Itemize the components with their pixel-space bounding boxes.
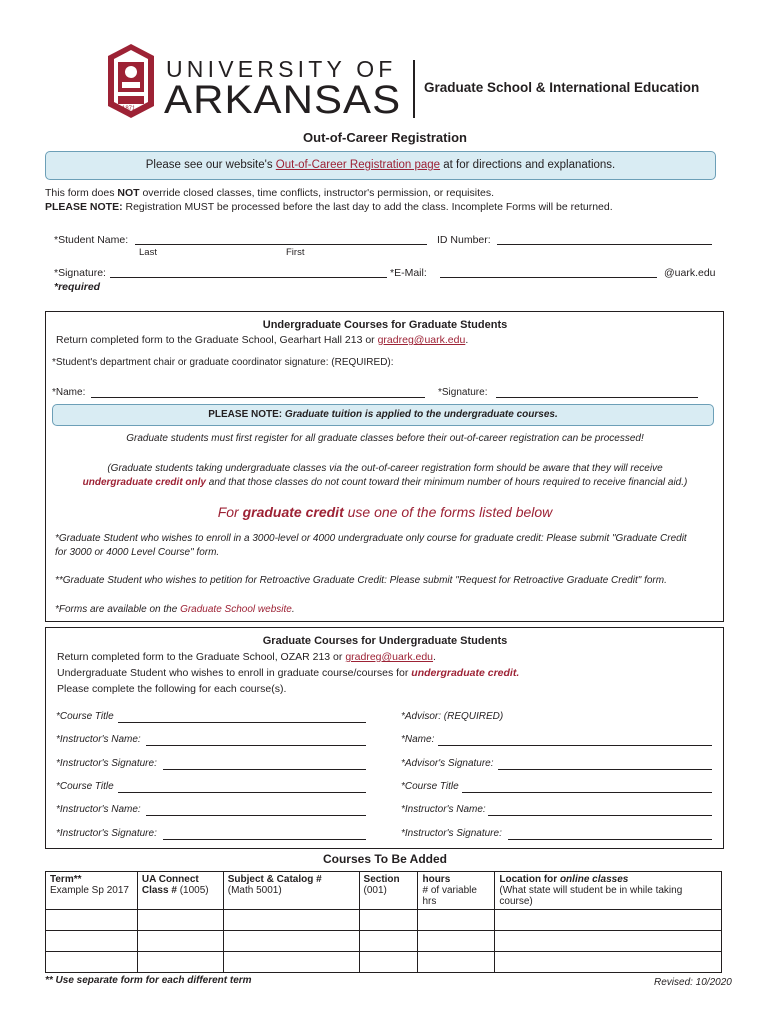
gradreg-email-link-2[interactable]: gradreg@uark.edu: [345, 651, 434, 663]
separate-form-note: ** Use separate form for each different term: [45, 975, 252, 986]
seal-year: 1871: [122, 106, 136, 112]
grad-enroll-line: Undergraduate Student who wishes to enroll in graduate course/courses for undergraduate credit.: [57, 667, 520, 679]
instructor-name-field-1[interactable]: [146, 734, 366, 746]
advisor-signature-field[interactable]: [498, 758, 712, 770]
university-name-line1: UNIVERSITY OF: [166, 56, 397, 82]
table-row: [46, 952, 722, 973]
grad-left-label-3: *Instructor's Signature:: [56, 758, 157, 769]
table-row: [46, 910, 722, 931]
grad-left-label-5: *Instructor's Name:: [56, 804, 141, 815]
banner-text-end: at for directions and explanations.: [440, 159, 616, 171]
notice-line2: PLEASE NOTE: Registration MUST be processed before the last day to add the class. Incomplete Forms will be returned.: [45, 201, 613, 213]
email-suffix: @uark.edu: [664, 267, 716, 279]
banner-text: Please see our website's: [145, 159, 276, 171]
instructor-name-field-3[interactable]: [488, 804, 712, 816]
undergrad-credit-warning-1: (Graduate students taking undergraduate classes via the out-of-career registration form should be aware that they will receive: [107, 463, 663, 474]
term-header: Term** Example Sp 2017: [46, 872, 138, 910]
instructor-signature-field-3[interactable]: [508, 828, 712, 840]
tuition-note-banner: PLEASE NOTE: Graduate tuition is applied to the undergraduate courses.: [52, 404, 714, 426]
graduate-school-website-link[interactable]: Graduate School website: [180, 604, 292, 615]
grad-right-label-5: *Instructor's Name:: [401, 804, 486, 815]
course-title-field-1[interactable]: [118, 711, 366, 723]
signature-field[interactable]: [110, 266, 387, 278]
option-1-line2: for 3000 or 4000 Level Course" form.: [55, 547, 220, 558]
grad-left-label-2: *Instructor's Name:: [56, 734, 141, 745]
student-name-label: *Student Name:: [54, 234, 129, 246]
undergrad-heading: Undergraduate Courses for Graduate Students: [262, 319, 508, 331]
subject-catalog-header: Subject & Catalog # (Math 5001): [223, 872, 359, 910]
form-title: Out-of-Career Registration: [303, 130, 467, 145]
id-number-field[interactable]: [497, 233, 712, 245]
gradreg-email-link[interactable]: gradreg@uark.edu: [377, 334, 466, 346]
email-field[interactable]: [440, 266, 657, 278]
grad-left-label-1: *Course Title: [56, 711, 114, 722]
option-2-line: **Graduate Student who wishes to petition for Retroactive Graduate Credit: Please submit "Request for Retroactive Graduate Credit" form.: [55, 575, 667, 586]
chair-signature-label: *Signature:: [438, 387, 488, 398]
revised-date: Revised: 10/2020: [654, 977, 732, 988]
option-1-line1: *Graduate Student who wishes to enroll in a 3000-level or 4000 undergraduate only course for graduate credit: Please submit "Graduate Credit: [55, 533, 687, 544]
course-title-field-2[interactable]: [118, 781, 366, 793]
instructor-signature-field-1[interactable]: [163, 758, 366, 770]
header-divider: [413, 60, 415, 118]
forms-available-line: *Forms are available on the Graduate School website.: [55, 604, 295, 615]
university-name-line2: ARKANSAS: [164, 78, 402, 122]
department-name: Graduate School & International Education: [424, 80, 700, 95]
last-name-caption: Last: [139, 247, 157, 258]
courses-table-title: Courses To Be Added: [322, 852, 447, 866]
grad-right-label-1: *Advisor: (REQUIRED): [401, 711, 504, 722]
section-header: Section (001): [359, 872, 418, 910]
instructor-signature-field-2[interactable]: [163, 828, 366, 840]
email-label: *E-Mail:: [390, 267, 427, 279]
university-seal: [108, 44, 154, 118]
graduate-credit-heading: For graduate credit use one of the forms listed below: [217, 504, 553, 520]
grad-complete-line: Please complete the following for each course(s).: [57, 683, 287, 695]
instructor-name-field-2[interactable]: [146, 804, 366, 816]
undergrad-return-line: Return completed form to the Graduate School, Gearhart Hall 213 or gradreg@uark.edu.: [56, 334, 469, 346]
grad-heading: Graduate Courses for Undergraduate Students: [262, 635, 508, 647]
table-header-row: [46, 872, 722, 910]
grad-right-label-2: *Name:: [401, 734, 435, 745]
grad-left-label-4: *Course Title: [56, 781, 114, 792]
location-header: Location for online classes (What state will student be in while taking course): [495, 872, 722, 910]
chair-signature-note: *Student's department chair or graduate coordinator signature: (REQUIRED):: [52, 357, 394, 368]
hours-header: hours # of variable hrs: [418, 872, 495, 910]
signature-label: *Signature:: [54, 267, 106, 279]
grad-right-label-3: *Advisor's Signature:: [401, 758, 494, 769]
grad-right-label-4: *Course Title: [401, 781, 459, 792]
info-banner: [45, 151, 716, 180]
courses-table: [45, 871, 722, 973]
id-number-label: ID Number:: [437, 234, 491, 246]
first-name-caption: First: [286, 247, 305, 258]
advisor-name-field[interactable]: [438, 734, 712, 746]
chair-signature-field[interactable]: [496, 386, 698, 398]
class-number-header: UA Connect Class # (1005): [137, 872, 223, 910]
course-title-field-3[interactable]: [462, 781, 712, 793]
grad-left-label-6: *Instructor's Signature:: [56, 828, 157, 839]
student-name-field[interactable]: [135, 233, 427, 245]
out-of-career-page-link[interactable]: Out-of-Career Registration page: [275, 159, 441, 171]
notice-line1: This form does NOT override closed classes, time conflicts, instructor's permission, or requisites.: [45, 187, 494, 199]
required-note: *required: [54, 281, 101, 293]
grad-return-line: Return completed form to the Graduate School, OZAR 213 or gradreg@uark.edu.: [57, 651, 436, 663]
grad-right-label-6: *Instructor's Signature:: [401, 828, 502, 839]
chair-name-field[interactable]: [91, 386, 425, 398]
chair-name-label: *Name:: [52, 387, 86, 398]
must-register-note: Graduate students must first register for all graduate classes before their out-of-career registration can be processed!: [126, 433, 644, 444]
table-row: [46, 931, 722, 952]
undergrad-credit-warning-2: undergraduate credit only and that those classes do not count toward their minimum number of hours required to receive financial aid.): [82, 477, 688, 488]
